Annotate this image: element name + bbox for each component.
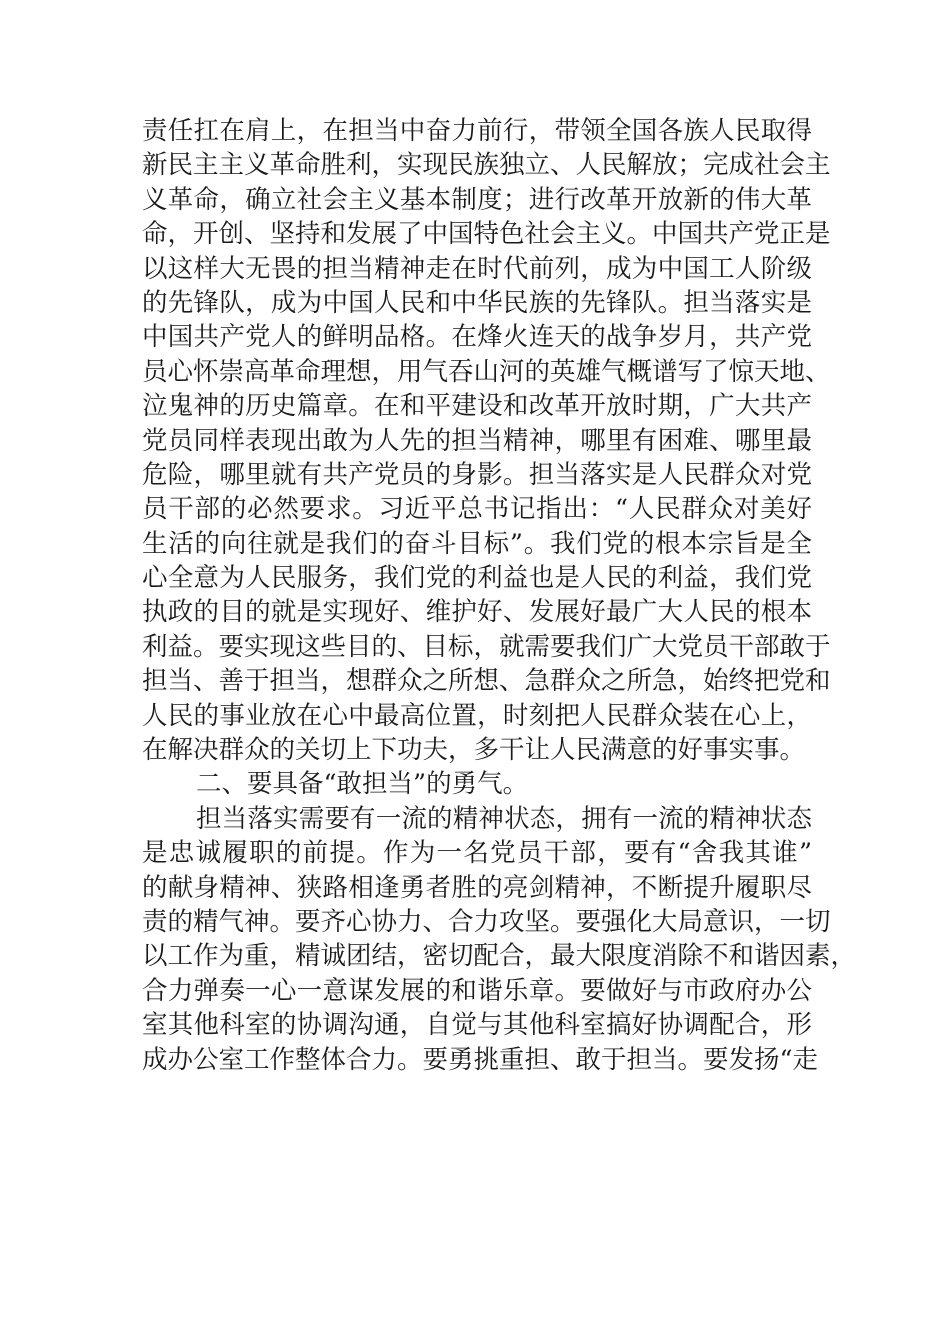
text-line: 员心怀崇高革命理想，用气吞山河的英雄气概谱写了惊天地、: [142, 356, 831, 387]
text-line: 人民的事业放在心中最高位置，时刻把人民群众装在心上，: [142, 700, 812, 731]
text-line: 新民主主义革命胜利，实现民族独立、人民解放；完成社会主: [142, 150, 831, 181]
text-line: 责的精气神。要齐心协力、合力攻坚。要强化大局意识，一切: [142, 906, 831, 937]
text-line: 责任扛在肩上，在担当中奋力前行，带领全国各族人民取得: [142, 116, 812, 146]
text-line: 危险，哪里就有共产党员的身影。担当落实是人民群众对党: [142, 459, 812, 490]
text-line: 员干部的必然要求。习近平总书记指出：“人民群众对美好: [142, 494, 812, 525]
text-line: 泣鬼神的历史篇章。在和平建设和改革开放时期，广大共产: [142, 391, 812, 422]
text-line: 担当落实需要有一流的精神状态，拥有一流的精神状态: [196, 803, 812, 834]
text-line: 担当、善于担当，想群众之所想、急群众之所急，始终把党和: [142, 666, 831, 697]
text-line: 室其他科室的协调沟通，自觉与其他科室搞好协调配合，形: [142, 1010, 812, 1041]
text-line: 成办公室工作整体合力。要勇挑重担、敢于担当。要发扬“走: [142, 1044, 819, 1075]
text-line: 党员同样表现出敢为人先的担当精神，哪里有困难、哪里最: [142, 425, 812, 456]
text-line: 是忠诚履职的前提。作为一名党员干部，要有“舍我其谁”: [142, 838, 812, 869]
document-body: [142, 114, 857, 1077]
text-line: 命，开创、坚持和发展了中国特色社会主义。中国共产党正是: [142, 219, 831, 250]
text-line: 以这样大无畏的担当精神走在时代前列，成为中国工人阶级: [142, 253, 812, 284]
text-line: 在解决群众的关切上下功夫，多干让人民满意的好事实事。: [142, 735, 806, 766]
text-line: 利益。要实现这些目的、目标，就需要我们广大党员干部敢于: [142, 631, 831, 662]
text-line: 合力弹奏一心一意谋发展的和谐乐章。要做好与市政府办公: [142, 975, 812, 1006]
text-line: 义革命，确立社会主义基本制度；进行改革开放新的伟大革: [142, 184, 812, 215]
text-line: 心全意为人民服务，我们党的利益也是人民的利益，我们党: [142, 563, 812, 594]
text-line: 以工作为重，精诚团结，密切配合，最大限度消除不和谐因素，: [142, 941, 857, 972]
text-line: 中国共产党人的鲜明品格。在烽火连天的战争岁月，共产党: [142, 322, 812, 353]
text-line: 的先锋队，成为中国人民和中华民族的先锋队。担当落实是: [142, 287, 812, 318]
text-line: 二、要具备“敢担当”的勇气。: [196, 769, 529, 800]
text-line: 生活的向往就是我们的奋斗目标”。我们党的根本宗旨是全: [142, 528, 812, 559]
text-line: 执政的目的就是实现好、维护好、发展好最广大人民的根本: [142, 597, 812, 628]
text-line: 的献身精神、狭路相逢勇者胜的亮剑精神，不断提升履职尽: [142, 872, 812, 903]
